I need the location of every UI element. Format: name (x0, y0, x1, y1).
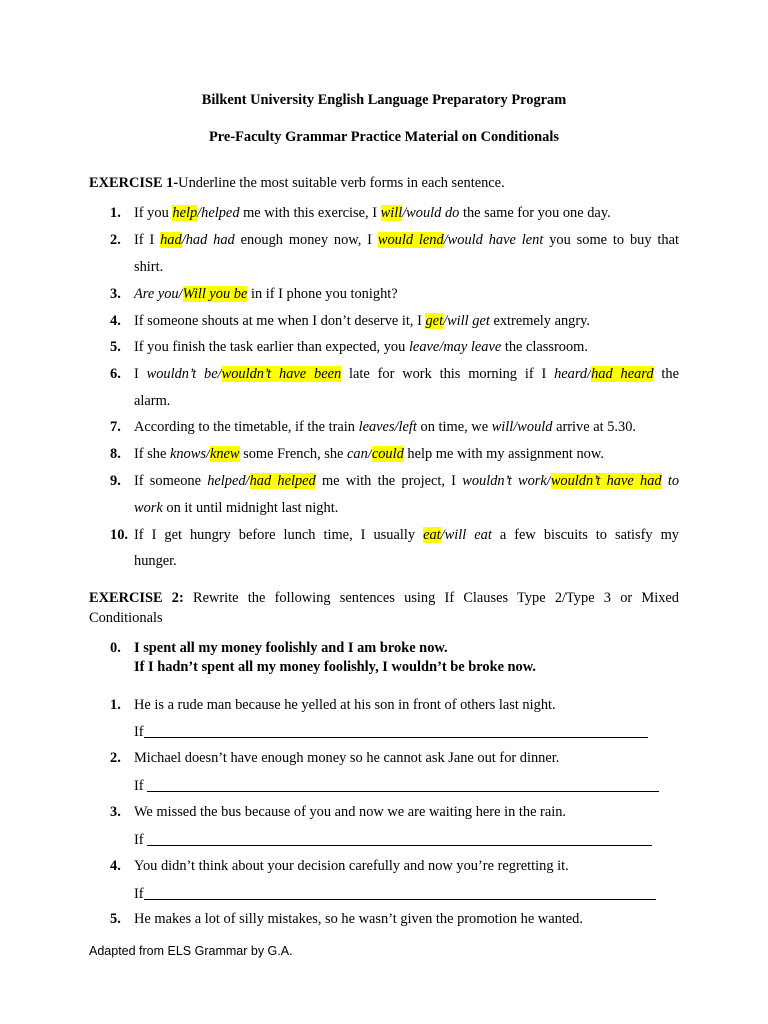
exercise-1-heading (89, 175, 679, 192)
exercise-2-heading (89, 590, 679, 607)
ex1-item-number: 3. (110, 286, 121, 302)
ex1-item-10-continued: hunger. (134, 553, 177, 569)
exercise-1-instruction: Underline the most suitable verb forms in each sentence. (178, 175, 505, 191)
ex1-item-7: According to the timetable, if the train leaves/left on time, we will/would arrive at 5.30. (134, 419, 636, 435)
document-title: Bilkent University English Language Preparatory Program (201, 92, 567, 108)
ex1-item-4: If someone shouts at me when I don’t deserve it, I get/will get extremely angry. (134, 313, 591, 329)
ex1-item-number: 4. (110, 313, 121, 329)
ex1-item-2: If I had/had had enough money now, I would lend/would have lent you some to buy that (134, 232, 679, 248)
ex1-item-number: 6. (110, 366, 121, 382)
ex1-item-9: If someone helped/had helped me with the project, I wouldn’t work/wouldn’t have had to (134, 473, 680, 489)
ex1-item-5: If you finish the task earlier than expected, you leave/may leave the classroom. (134, 339, 588, 355)
highlighted-answer: had helped (249, 473, 316, 489)
ex1-item-number: 9. (110, 473, 121, 489)
ex2-answer-line-3[interactable]: If (134, 831, 679, 849)
answer-blank[interactable] (144, 723, 648, 738)
highlighted-answer: eat (423, 527, 441, 543)
ex1-item-6-continued: alarm. (134, 393, 171, 409)
answer-blank[interactable] (147, 831, 652, 846)
ex2-item-number: 1. (110, 697, 121, 713)
ex1-item-number: 7. (110, 419, 121, 435)
exercise-2-instruction: Rewrite the following sentences using If Clauses Type 2/Type 3 or Mixed (183, 590, 679, 606)
ex1-item-6: I wouldn’t be/wouldn’t have been late for work this morning if I heard/had heard the (134, 366, 679, 382)
highlighted-answer: will (380, 205, 403, 221)
ex1-item-2-continued: shirt. (134, 259, 164, 275)
highlighted-answer: would lend (377, 232, 444, 248)
ex2-answer-line-4[interactable]: If (134, 885, 679, 903)
highlighted-answer: had (160, 232, 182, 248)
ex1-item-8: If she knows/knew some French, she can/could help me with my assignment now. (134, 446, 604, 462)
ex1-item-10: If I get hungry before lunch time, I usually eat/will eat a few biscuits to satisfy my (134, 527, 679, 543)
answer-blank[interactable] (147, 777, 659, 792)
ex2-answer-line-1[interactable]: If (134, 723, 679, 741)
exercise-2-instruction-continued: Conditionals (89, 610, 163, 626)
ex1-item-number: 5. (110, 339, 121, 355)
ex1-item-1: If you help/helped me with this exercise, I will/would do the same for you one day. (134, 205, 611, 221)
ex1-item-number: 8. (110, 446, 121, 462)
ex1-item-number: 1. (110, 205, 121, 221)
ex2-example-number: 0. (110, 640, 121, 656)
document-subtitle: Pre-Faculty Grammar Practice Material on Conditionals (209, 129, 559, 145)
ex2-item-2: Michael doesn’t have enough money so he cannot ask Jane out for dinner. (134, 750, 560, 766)
highlighted-answer: knew (209, 446, 240, 462)
highlighted-answer: had heard (591, 366, 654, 382)
ex1-item-9-continued: work on it until midnight last night. (134, 500, 339, 516)
answer-blank[interactable] (144, 885, 656, 900)
highlighted-answer: Will you be (182, 286, 248, 302)
ex2-item-number: 3. (110, 804, 121, 820)
highlighted-answer: could (371, 446, 404, 462)
exercise-1-label: EXERCISE 1- (89, 175, 179, 191)
highlighted-answer: wouldn’t have had (550, 473, 662, 489)
ex2-item-3: We missed the bus because of you and now we are waiting here in the rain. (134, 804, 567, 820)
ex2-item-number: 4. (110, 858, 121, 874)
ex2-example-sentence: I spent all my money foolishly and I am broke now. (134, 640, 448, 656)
ex1-item-number: 10. (110, 527, 128, 543)
ex2-example-answer: If I hadn’t spent all my money foolishly, I wouldn’t be broke now. (134, 659, 536, 675)
ex1-item-number: 2. (110, 232, 121, 248)
ex2-item-5: He makes a lot of silly mistakes, so he wasn’t given the promotion he wanted. (134, 911, 583, 927)
ex2-answer-line-2[interactable]: If (134, 777, 679, 795)
highlighted-answer: get (425, 313, 444, 329)
ex2-item-1: He is a rude man because he yelled at his son in front of others last night. (134, 697, 556, 713)
ex2-item-number: 5. (110, 911, 121, 927)
highlighted-answer: help (172, 205, 198, 221)
page-footer: Adapted from ELS Grammar by G.A. (89, 944, 293, 958)
ex2-item-number: 2. (110, 750, 121, 766)
ex2-item-4: You didn’t think about your decision carefully and now you’re regretting it. (134, 858, 569, 874)
exercise-2-label: EXERCISE 2: (89, 590, 184, 606)
highlighted-answer: wouldn’t have been (221, 366, 342, 382)
ex1-item-3: Are you/Will you be in if I phone you tonight? (134, 286, 398, 302)
